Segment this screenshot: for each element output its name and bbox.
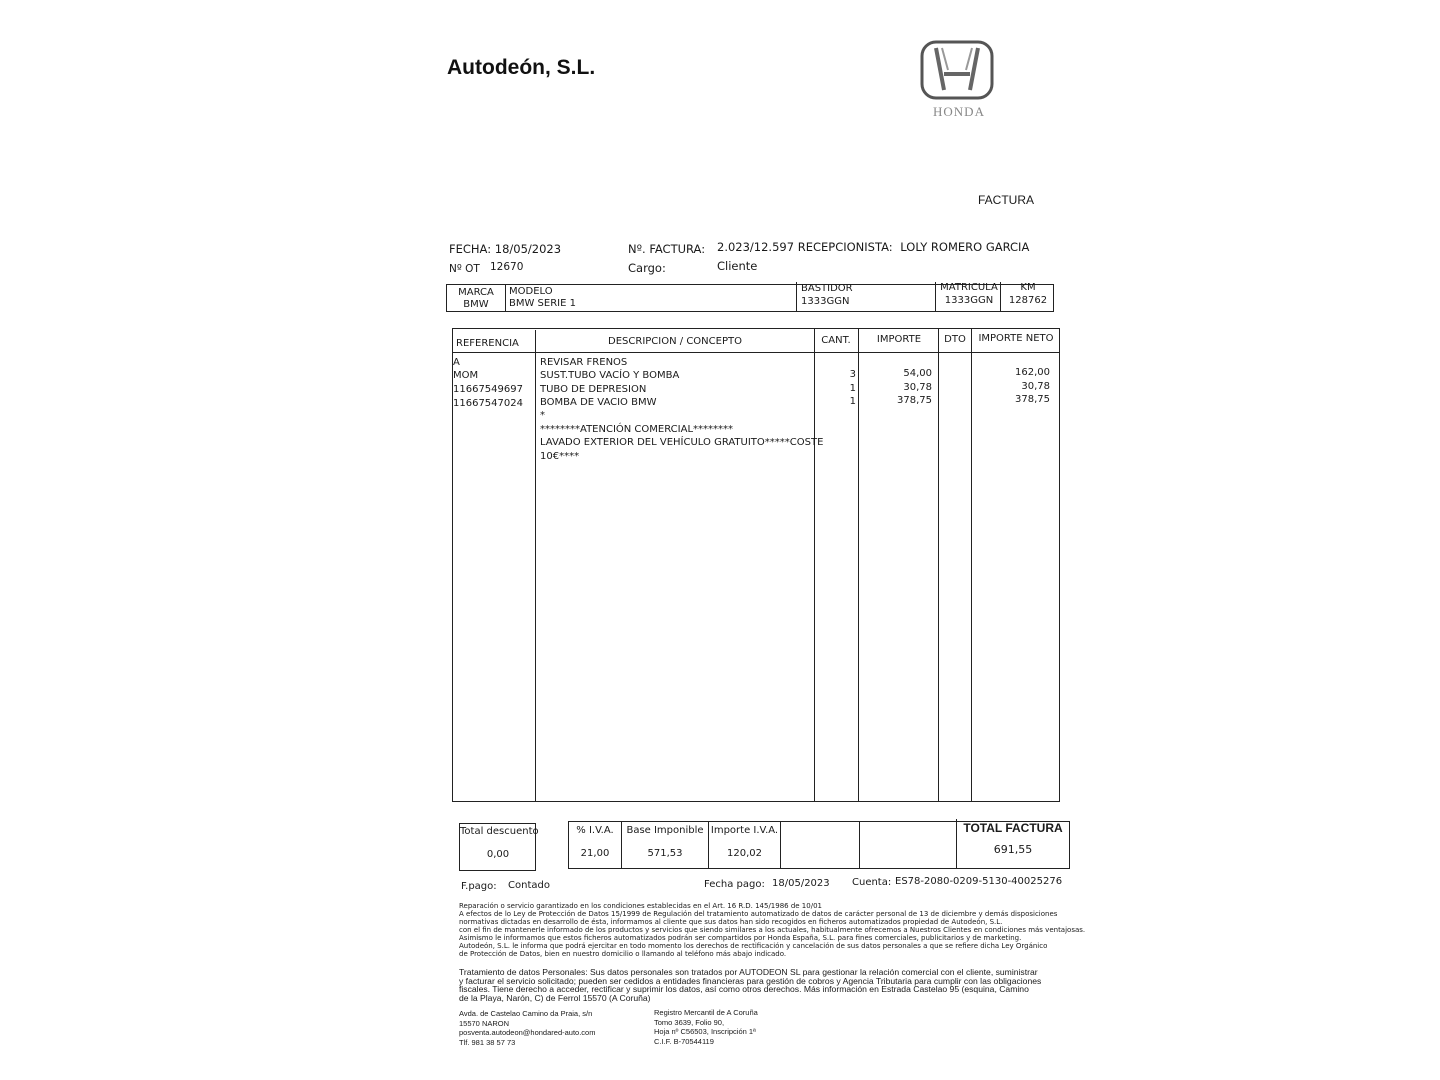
marca-value: BMW <box>463 299 489 310</box>
factura-label: Nº. FACTURA: <box>628 242 706 256</box>
fpago-label: F.pago: <box>461 881 497 892</box>
fecha-label: FECHA: <box>449 242 492 256</box>
iva-pct-value: 21,00 <box>580 848 610 859</box>
modelo-value: BMW SERIE 1 <box>509 298 576 309</box>
company-name: Autodeón, S.L. <box>447 56 596 79</box>
total-factura-value: 691,55 <box>993 843 1033 856</box>
row-cant: 1 <box>849 383 856 394</box>
privacy-notice: Tratamiento de datos Personales: Sus datos personales son tratados por AUTODEON SL para gestionar la relación comercial con el cliente, suministrar y facturar el servicio solicitado; pueden ser cedidos a entidades financieras para gestión de cobros y Agencia Tributaria para cumplir con las obligaciones fiscales. Tiene derecho a acceder, rectificar y suprimir los datos, así como otros derechos. Más información en Estrada Castelao 95 (esquina, Camino de la Playa, Narón, C) de Ferrol 15570 (A Coruña) <box>459 967 1042 1003</box>
factura-number <box>717 240 1029 254</box>
fecha-field <box>449 242 561 256</box>
col-header-descripcion: DESCRIPCION / CONCEPTO <box>608 336 742 347</box>
footer-registry: Registro Mercantil de A Coruña Tomo 3639, Folio 90, Hoja nº C56503, Inscripción 1ª C.I.F. B-70544119 <box>654 1008 758 1046</box>
honda-wordmark: HONDA <box>933 104 985 119</box>
bastidor-value: 1333GGN <box>801 296 850 307</box>
row-cant: 3 <box>849 369 856 380</box>
cuenta-value: ES78-2080-0209-5130-40025276 <box>895 876 1063 887</box>
row-cant: 1 <box>849 396 856 407</box>
row-importe: 378,75 <box>897 395 932 406</box>
footer-address: Avda. de Castelao Camino da Praia, s/n 15570 NARON posventa.autodeon@hondared-auto.com Tlf. 981 38 57 73 <box>459 1009 596 1047</box>
row-descripcion: REVISAR FRENOS <box>540 357 628 368</box>
descuento-label: Total descuento <box>460 826 539 837</box>
base-value: 571,53 <box>647 848 683 859</box>
marca-label: MARCA <box>458 287 494 298</box>
row-descripcion: TUBO DE DEPRESION <box>540 384 647 395</box>
row-descripcion: SUST.TUBO VACÍO Y BOMBA <box>540 370 680 381</box>
fpago-value: Contado <box>508 880 550 891</box>
row-referencia: 11667549697 <box>453 384 523 395</box>
factura-value: 2.023/12.597 <box>717 240 795 254</box>
cargo-label: Cargo: <box>628 261 666 275</box>
row-descripcion: LAVADO EXTERIOR DEL VEHÍCULO GRATUITO*****COSTE <box>540 437 824 448</box>
row-descripcion: 10€**** <box>540 451 580 462</box>
iva-importe-label: Importe I.V.A. <box>710 825 779 836</box>
row-neto: 378,75 <box>1015 394 1050 405</box>
ot-label: Nº OT <box>449 263 480 275</box>
fecha-pago-label: Fecha pago: <box>704 879 765 890</box>
matricula-value: 1333GGN <box>944 295 994 306</box>
row-importe: 54,00 <box>903 368 932 379</box>
col-header-importe: IMPORTE <box>876 334 922 345</box>
recepcionista-label: RECEPCIONISTA: <box>797 240 893 254</box>
col-header-importe-neto: IMPORTE NETO <box>978 333 1054 344</box>
total-factura-label: TOTAL FACTURA <box>963 821 1063 835</box>
honda-logo <box>918 40 996 126</box>
base-label: Base Imponible <box>626 825 704 836</box>
row-referencia: MOM <box>453 370 479 381</box>
col-header-cant: CANT. <box>821 335 851 346</box>
legal-notice: Reparación o servicio garantizado en los condiciones establecidas en el Art. 16 R.D. 145/1986 de 10/01 A efectos de lo Ley de Protección de Datos 15/1999 de Regulación del tratamiento automatizado de datos de carácter personal de 13 de diciembre y demás disposiciones normativas dictadas en desarrollo de ésta, informamos al cliente que sus datos han sido recogidos en ficheros automatizados propiedad de Autodeón, S.L. con el fin de mantenerle informado de los productos y servicios que siendo similares a los actuales, habitualmente ofrecemos a Nuestros Clientes en condiciones más ventajosas. Asimismo le informamos que estos ficheros automatizados podrán ser compartidos por Honda España, S.L. para fines comerciales, publicitarios y de marketing. Autodeón, S.L. le informa que podrá ejercitar en todo momento los derechos de rectificación y cancelación de sus datos personales a que se refiere dicha Ley Orgánico de Protección de Datos, bien en nuestro domicilio o llamando al teléfono más abajo indicado. <box>459 902 1086 958</box>
row-referencia: A <box>453 357 460 368</box>
document-title: FACTURA <box>978 193 1035 207</box>
matricula-label: MATRICULA <box>940 282 998 293</box>
iva-importe-value: 120,02 <box>727 848 762 859</box>
iva-pct-label: % I.V.A. <box>576 825 614 836</box>
row-referencia: 11667547024 <box>453 398 523 409</box>
fecha-value: 18/05/2023 <box>494 242 562 256</box>
bastidor-label: BASTIDOR <box>801 283 853 294</box>
col-header-referencia: REFERENCIA <box>456 338 519 349</box>
row-importe: 30,78 <box>903 382 932 393</box>
km-label: KM <box>1020 282 1036 293</box>
recepcionista-value: LOLY ROMERO GARCIA <box>900 240 1030 254</box>
ot-value: 12670 <box>490 261 524 273</box>
km-value: 128762 <box>1008 295 1048 306</box>
cuenta-label: Cuenta: <box>852 877 892 888</box>
row-descripcion: * <box>540 410 545 421</box>
row-descripcion: BOMBA DE VACIO BMW <box>540 397 657 408</box>
modelo-label: MODELO <box>509 286 553 297</box>
cargo-value: Cliente <box>717 259 758 273</box>
descuento-value: 0,00 <box>486 849 510 860</box>
fecha-pago-value: 18/05/2023 <box>772 878 830 889</box>
col-header-dto: DTO <box>944 334 966 345</box>
row-neto: 30,78 <box>1021 381 1050 392</box>
row-descripcion: ********ATENCIÓN COMERCIAL******** <box>540 424 734 435</box>
row-neto: 162,00 <box>1015 367 1050 378</box>
